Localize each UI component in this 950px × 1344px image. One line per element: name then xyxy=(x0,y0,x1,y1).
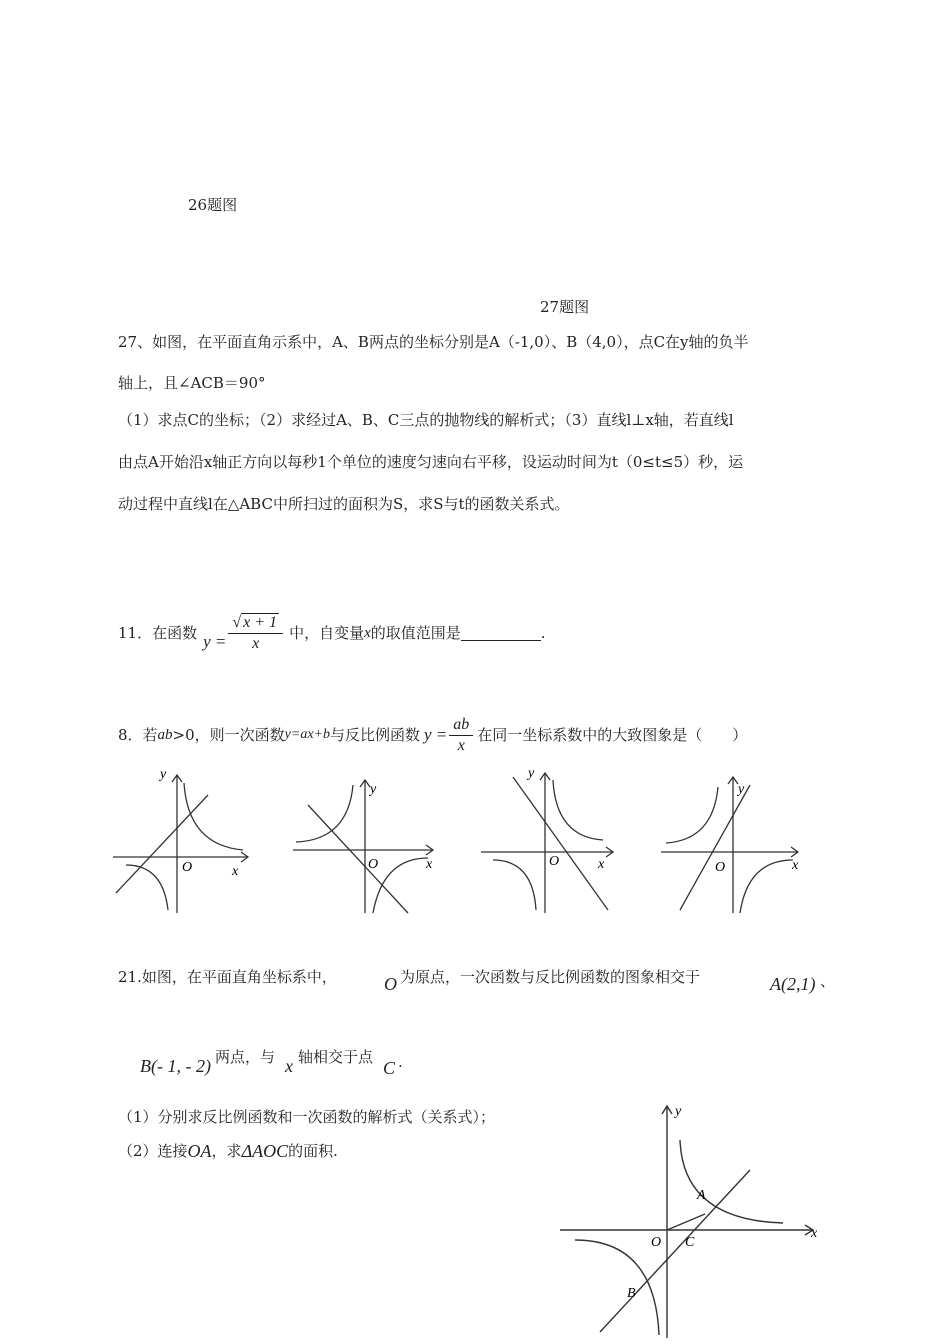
linear-graph xyxy=(308,805,408,913)
hyperbola-branch-2 xyxy=(740,860,793,913)
q21-sub2-suffix: 的面积. xyxy=(288,1142,338,1160)
hyperbola-branch-2 xyxy=(126,865,168,910)
point-a-label: A xyxy=(697,1188,706,1203)
origin-label: O xyxy=(549,854,560,869)
hyperbola-branch-2 xyxy=(493,860,536,910)
q8-graph-a xyxy=(108,765,258,917)
hyperbola-branch-1 xyxy=(296,785,353,842)
origin-label: O xyxy=(651,1235,662,1250)
q21-point-a: A(2,1) xyxy=(770,974,816,994)
q8-lhs: y = xyxy=(424,725,448,744)
q11-numerator: √ x + 1 xyxy=(228,613,283,634)
x-label: x xyxy=(426,857,433,872)
q21-dot: . xyxy=(398,1053,403,1071)
q27-line-5: 动过程中直线l在△ABC中所扫过的面积为S，求S与t的函数关系式。 xyxy=(118,495,570,513)
question-8 xyxy=(118,710,747,760)
origin-label: O xyxy=(182,860,193,875)
y-label: y xyxy=(738,782,745,797)
q21-separator: 、 xyxy=(820,972,836,990)
question-11 xyxy=(118,608,546,658)
q21-line2-suffix: 轴相交于点 xyxy=(298,1048,374,1066)
segment-oa xyxy=(667,1214,705,1230)
linear-graph xyxy=(513,777,608,910)
q11-prefix: 11．在函数 xyxy=(118,624,198,642)
q8-prefix: 8．若 xyxy=(118,726,158,744)
q8-cond: ab xyxy=(157,727,173,743)
q11-var: x xyxy=(364,625,371,641)
q11-lhs: y = xyxy=(203,632,227,651)
q21-triangle: ΔAOC xyxy=(241,1141,289,1161)
x-label: x xyxy=(792,858,799,873)
hyperbola-branch-2 xyxy=(575,1240,659,1335)
q21-line2-mid: 两点，与 xyxy=(215,1048,276,1066)
y-label: y xyxy=(528,766,535,781)
q11-fraction xyxy=(228,613,283,654)
y-label: y xyxy=(675,1104,682,1119)
q11-answer-blank[interactable] xyxy=(461,626,541,641)
x-label: x xyxy=(811,1226,818,1241)
q21-line1-mid: 为原点，一次函数与反比例函数的图象相交于 xyxy=(400,968,701,986)
q11-denominator: x xyxy=(252,634,260,652)
q8-graph-b xyxy=(288,765,438,917)
hyperbola-branch-1 xyxy=(553,780,603,840)
q8-numerator: ab xyxy=(449,715,473,736)
q27-line-2: 轴上，且∠ACB＝90° xyxy=(118,374,266,392)
linear-graph xyxy=(116,795,208,893)
q8-fraction xyxy=(449,715,473,756)
q8-linear: y=ax+b xyxy=(284,727,330,742)
figure-27-caption: 27题图 xyxy=(540,298,590,316)
q21-sub2 xyxy=(118,1140,338,1162)
q27-line-4: 由点A开始沿x轴正方向以每秒1个单位的速度匀速向右平移，设运动时间为t（0≤t≤5）秒，运 xyxy=(118,453,744,471)
q27-line-1: 27、如图，在平面直角示系中，A、B两点的坐标分别是A（-1,0）、B（4,0），点C在y轴的负半 xyxy=(118,333,749,351)
q21-point-c: C xyxy=(383,1058,396,1078)
linear-graph xyxy=(600,1170,750,1332)
q21-oa: OA xyxy=(187,1141,212,1161)
hyperbola-branch-1 xyxy=(184,783,243,850)
x-label: x xyxy=(232,864,239,879)
q11-end: . xyxy=(540,624,546,642)
q8-suffix: 在同一坐标系数中的大致图象是（ ） xyxy=(477,726,748,744)
q8-gt: >0，则一次函数 xyxy=(172,726,285,744)
q8-graph-c xyxy=(478,765,628,917)
point-b-label: B xyxy=(627,1286,636,1301)
origin-label: O xyxy=(368,857,379,872)
x-label: x xyxy=(598,857,605,872)
q21-sub2-prefix: （2）连接 xyxy=(118,1142,188,1160)
point-c-label: C xyxy=(685,1235,695,1250)
q8-denominator: x xyxy=(457,736,465,754)
q21-sub1: （1）分别求反比例函数和一次函数的解析式（关系式）； xyxy=(118,1108,496,1126)
q11-middle: 中，自变量 xyxy=(289,624,365,642)
q8-mid: 与反比例函数 xyxy=(330,726,421,744)
q21-figure xyxy=(555,1100,830,1340)
q21-sub2-mid: ，求 xyxy=(211,1142,242,1160)
q11-radicand: x + 1 xyxy=(243,613,278,631)
q8-graph-d xyxy=(658,765,808,917)
q27-line-3: （1）求点C的坐标；（2）求经过A、B、C三点的抛物线的解析式；（3）直线l⊥x轴，若直线l xyxy=(118,411,734,429)
hyperbola-branch-1 xyxy=(680,1140,783,1223)
q21-point-b: B(- 1, - 2) xyxy=(140,1056,211,1076)
y-label: y xyxy=(370,782,377,797)
q21-origin: O xyxy=(384,974,397,994)
q21-x-var: x xyxy=(285,1056,293,1076)
q21-line1-prefix: 21.如图，在平面直角坐标系中， xyxy=(118,968,337,986)
origin-label: O xyxy=(715,860,726,875)
y-label: y xyxy=(160,767,167,782)
hyperbola-branch-1 xyxy=(666,787,718,843)
figure-26-caption: 26题图 xyxy=(188,196,238,214)
q11-suffix: 的取值范围是 xyxy=(370,624,461,642)
